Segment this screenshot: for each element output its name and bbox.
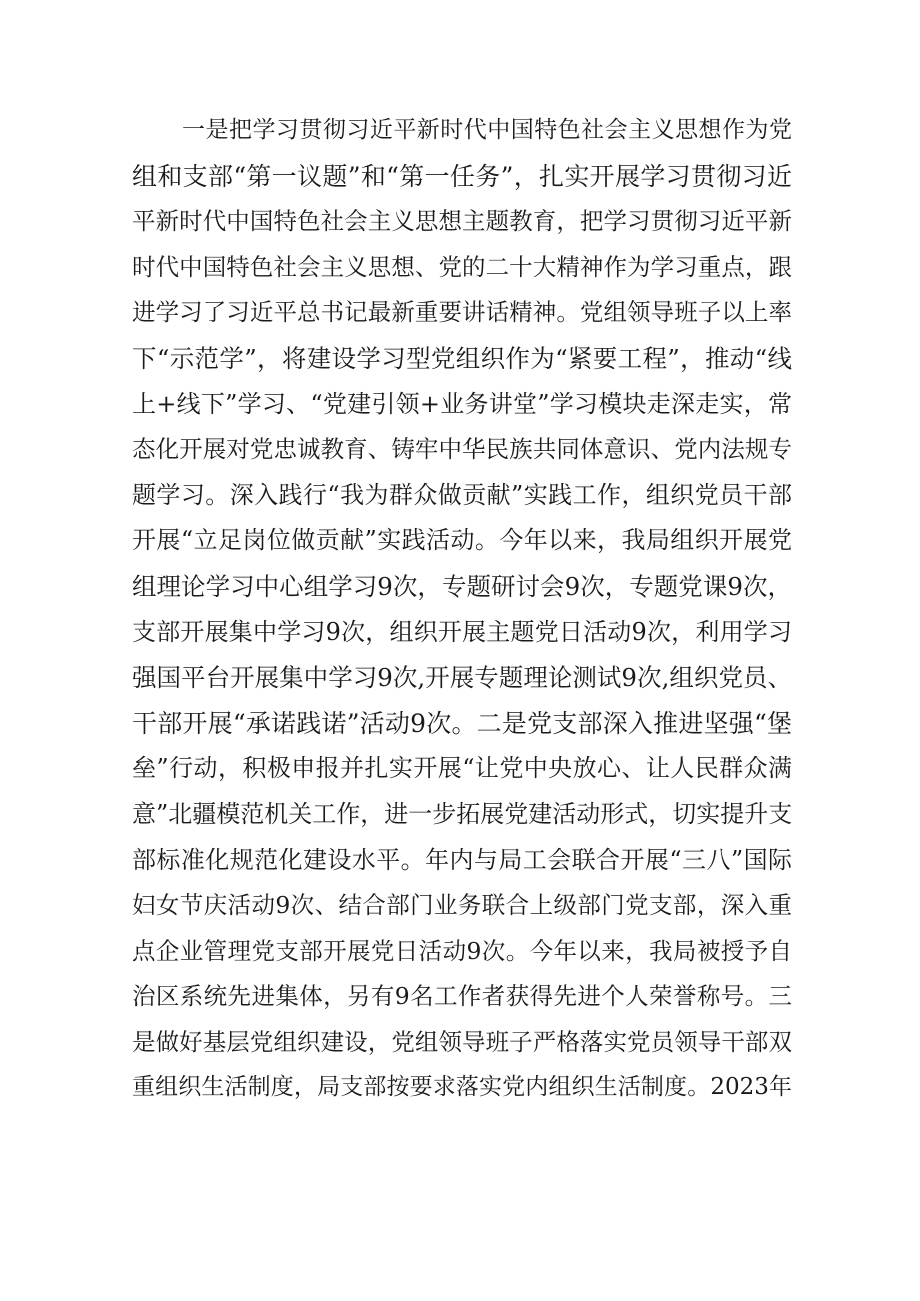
text-line: 垒”行动，积极申报并扎实开展“让党中央放心、让人民群众满	[132, 754, 792, 783]
text-line: 治区系统先进集体，另有9名工作者获得先进个人荣誉称号。三	[132, 982, 792, 1011]
text-line: 是做好基层党组织建设，党组领导班子严格落实党员领导干部双	[132, 1027, 792, 1056]
text-line: 时代中国特色社会主义思想、党的二十大精神作为学习重点，跟	[132, 252, 792, 281]
text-line: 下“示范学”，将建设学习型党组织作为“紧要工程”，推动“线	[132, 343, 792, 373]
text-line: 重组织生活制度，局支部按要求落实党内组织生活制度。2023年	[132, 1074, 792, 1101]
text-line: 态化开展对党忠诚教育、铸牢中华民族共同体意识、党内法规专	[132, 435, 792, 464]
text-line: 上+线下”学习、“党建引领+业务讲堂”学习模块走深走实，常	[132, 389, 792, 418]
text-line: 妇女节庆活动9次、结合部门业务联合上级部门党支部，深入重	[132, 891, 792, 920]
text-line: 进学习了习近平总书记最新重要讲话精神。党组领导班子以上率	[132, 298, 792, 327]
text-line: 支部开展集中学习9次，组织开展主题党日活动9次，利用学习	[132, 617, 792, 646]
body-paragraph	[132, 108, 792, 1111]
text-line: 平新时代中国特色社会主义思想主题教育，把学习贯彻习近平新	[132, 207, 792, 236]
text-line: 题学习。深入践行“我为群众做贡献”实践工作，组织党员干部	[132, 480, 792, 509]
text-line: 部标准化规范化建设水平。年内与局工会联合开展“三八”国际	[132, 845, 792, 874]
text-line: 组理论学习中心组学习9次，专题研讨会9次，专题党课9次，	[132, 571, 792, 601]
text-line: 开展“立足岗位做贡献”实践活动。今年以来，我局组织开展党	[132, 526, 792, 555]
text-line: 强国平台开展集中学习9次,开展专题理论测试9次,组织党员、	[132, 663, 792, 693]
text-line: 意”北疆模范机关工作，进一步拓展党建活动形式，切实提升支	[132, 799, 793, 828]
text-line: 点企业管理党支部开展党日活动9次。今年以来，我局被授予自	[132, 936, 792, 965]
text-line: 一是把学习贯彻习近平新时代中国特色社会主义思想作为党	[182, 117, 792, 143]
text-line: 组和支部“第一议题”和“第一任务”，扎实开展学习贯彻习近	[132, 161, 792, 191]
text-line: 干部开展“承诺践诺”活动9次。二是党支部深入推进坚强“堡	[132, 708, 792, 738]
